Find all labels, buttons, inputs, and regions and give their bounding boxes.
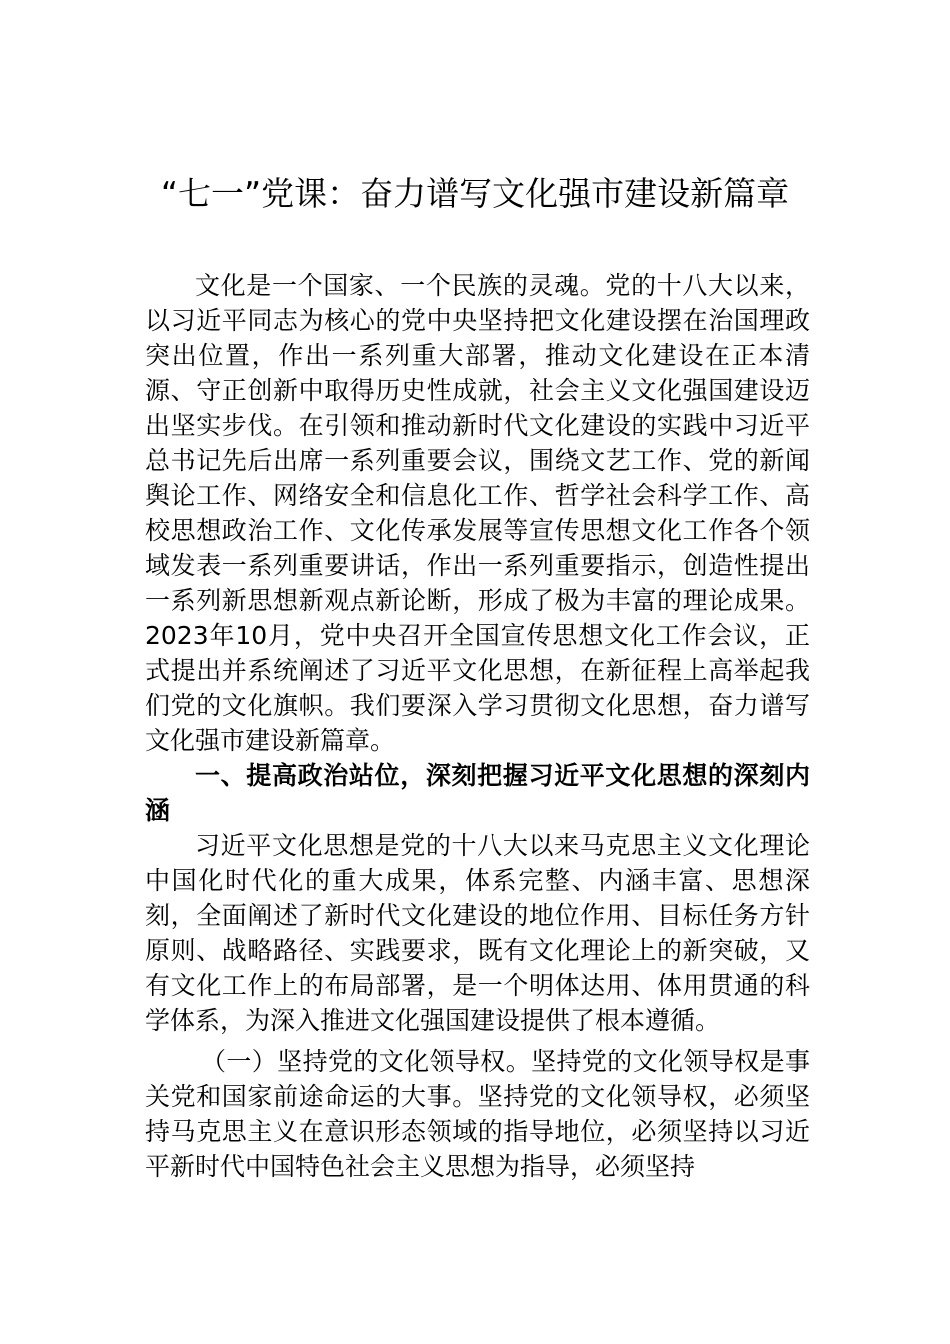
document-title: “七一”党课：奋力谱写文化强市建设新篇章 xyxy=(160,174,790,213)
document-body xyxy=(145,268,810,1184)
section-1-paragraph: 习近平文化思想是党的十八大以来马克思主义文化理论中国化时代化的重大成果，体系完整、内涵丰富、思想深刻，全面阐述了新时代文化建设的地位作用、目标任务方针原则、战略路径、实践要求，既有文化理论上的新突破，又有文化工作上的布局部署，是一个明体达用、体用贯通的科学体系，为深入推进文化强国建设提供了根本遵循。 xyxy=(145,831,810,1035)
subsection-1-paragraph: （一）坚持党的文化领导权。坚持党的文化领导权是事关党和国家前途命运的大事。坚持党的文化领导权，必须坚持马克思主义在意识形态领域的指导地位，必须坚持以习近平新时代中国特色社会主义思想为指导，必须坚持 xyxy=(145,1047,810,1181)
section-heading-1: 一、提高政治站位，深刻把握习近平文化思想的深刻内涵 xyxy=(145,761,810,825)
intro-paragraph: 文化是一个国家、一个民族的灵魂。党的十八大以来，以习近平同志为核心的党中央坚持把文化建设摆在治国理政突出位置，作出一系列重大部署，推动文化建设在正本清源、守正创新中取得历史性成就，社会主义文化强国建设迈出坚实步伐。在引领和推动新时代文化建设的实践中习近平总书记先后出席一系列重要会议，围绕文艺工作、党的新闻舆论工作、网络安全和信息化工作、哲学社会科学工作、高校思想政治工作、文化传承发展等宣传思想文化工作各个领域发表一系列重要讲话，作出一系列重要指示，创造性提出一系列新思想新观点新论断，形成了极为丰富的理论成果。2023年10月，党中央召开全国宣传思想文化工作会议，正式提出并系统阐述了习近平文化思想，在新征程上高举起我们党的文化旗帜。我们要深入学习贯彻文化思想，奋力谱写文化强市建设新篇章。 xyxy=(145,271,810,755)
